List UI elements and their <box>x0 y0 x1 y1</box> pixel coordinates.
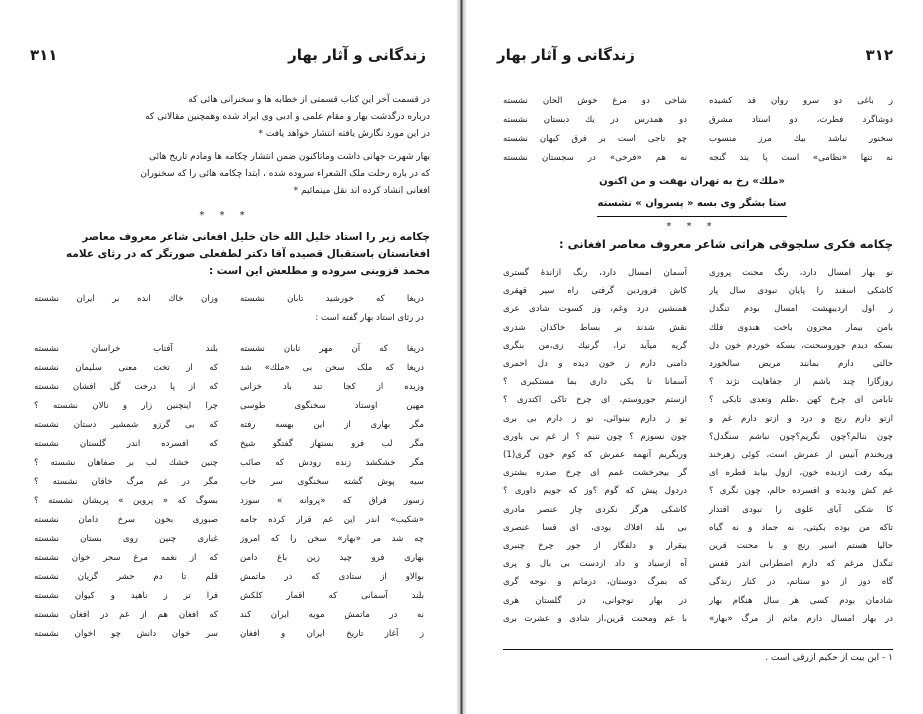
left-page-header <box>30 40 426 70</box>
hemistich: ز باغی دو سرو روان قد کشیده <box>709 96 893 106</box>
left-page <box>0 0 456 714</box>
hemistich: وربگریم آنهمه عمرش که کوم خون گری(1) <box>503 450 687 461</box>
hemistich: غباری چنین روی بستان نشسته <box>34 534 218 544</box>
text-line: که در باره رحلت ملک الشعراء سروده شده ، ابتدا چکامه هائی را که سخنوران <box>140 169 430 179</box>
separator-rule <box>597 216 787 217</box>
intro-paragraph <box>32 92 430 200</box>
hemistich: حالتی دارم بمانند مریض سالخورد <box>709 359 893 370</box>
text-line: چکامه زیر را استاد خلیل الله خان خلیل افغانی شاعر معروف معاصر <box>82 231 430 243</box>
hemistich: بی بلد افلاك بودی، ای قسا عنصری <box>503 522 687 533</box>
hemistich: دریغا که خورشید تابان نشسته <box>240 294 424 304</box>
hemistich: ز آغاز تاریخ ایران و افغان <box>240 629 424 639</box>
hemistich: کاشکی هرگز نکردی چار عنصر مادری <box>503 504 687 515</box>
hemistich: نه تنها «نظامی» است پا بند گنجه <box>709 153 893 163</box>
continued-poem <box>503 92 893 168</box>
section-divider-stars: * * * <box>666 221 718 232</box>
text-line: افغانی انشاد کرده اند نقل مینمائیم * <box>293 186 430 196</box>
hemistich: سیه پوش گشته سخنگوی سر خاب <box>240 477 424 487</box>
hemistich: مهین اوستاد سخنگوی طوسی <box>240 401 424 411</box>
hemistich: کاش فروردین گرفتی راه سیر قهقری <box>503 286 687 297</box>
hemistich: وزان خاك انده بر ایران نشسته <box>34 294 218 304</box>
poem-heading: چکامه فکری سلجوقی هراتی شاعر معروف معاصر افغانی : <box>559 237 893 251</box>
hemistich: بلند آفتاب خراسان نشسته <box>34 344 218 354</box>
hemistich: روزگارا چند باشم از جفاهایت نژند ؟ <box>709 377 893 388</box>
hemistich: که افغان هم از غم در افغان نشسته <box>34 610 218 620</box>
hemistich: بوالاو از ستادی که در ماتمش <box>240 572 424 582</box>
hemistich: صبوری بخون سرخ دامان نشسته <box>34 515 218 525</box>
hemistich: چرا اینچنین زار و نالان نشسته ؟ <box>34 401 218 411</box>
text-line: افغانستان باستقبال قصیده آقا دکتر لطفعلی صورتگر که در رثای علامه <box>65 248 430 260</box>
page-number: ۳۱۲ <box>865 46 893 64</box>
hemistich: دردول پیش که گوم ؟وز که جویم داوری ؟ <box>503 486 687 497</box>
book-gutter <box>456 0 467 714</box>
hemistich: چنین خشك لب بر صفاهان نشسته ؟ <box>34 458 218 468</box>
hemistich: دو همدرس در یك دبستان نشسته <box>503 115 687 125</box>
hemistich: دوشاگرد فطرت، دو استاد مشرق <box>709 115 893 125</box>
hemistich: ازستم جوروستم، ای چرخ تاکی اکتدری ؟ <box>503 395 687 406</box>
hemistich: مگر خشکشد زنده رودش که صائب <box>240 458 424 468</box>
hemistich: کاشکی اسفند را پایان نبودی سال پار <box>709 286 893 297</box>
hemistich: آسمان امسال دارد، رنگ ازاندهٔ گستری <box>503 268 687 278</box>
text-line: در این مورد نگارش یافته انتشار خواهد یافت * <box>258 129 430 139</box>
page-title: زندگانی و آثار بهار <box>497 46 635 64</box>
text-line: درباره درگذشت بهار و مقام علمی و ادبی وی ایراد شده وهمچنین مقالاتی که <box>145 112 430 122</box>
hemistich: شادمان بودم کسی هر سال هنگام بهار <box>709 595 893 606</box>
hemistich: مگر در غم مرگ خاقان نشسته ؟ <box>34 477 218 487</box>
hemistich: فرا تر ز ناهید و کیوان نشسته <box>34 591 218 601</box>
section-divider-stars: * * * <box>199 210 251 221</box>
right-page <box>467 0 923 714</box>
hemistich: مگر بهاری از این بهسه رفته <box>240 420 424 430</box>
elegy-poem <box>34 340 424 644</box>
marsiya-intro: در رثای استاد بهار گفته است : <box>315 313 424 323</box>
hemistich: بیکه رفت ازدیده خون، ازول بیابد قطره ای <box>709 468 893 479</box>
hemistich: مگر لب فرو بستهاز گفتگو شیخ <box>240 439 424 449</box>
hemistich: بیقرار و دلفگار از جور چرخ چنبری <box>503 541 687 552</box>
hemistich: بامن بیمار محزون باخت هندوی فلك <box>709 322 893 333</box>
hemistich: دامنی دارم ز خون دیده و دل احمری <box>503 359 687 370</box>
hemistich: که از تخت معنی سلیمان نشسته <box>34 363 218 373</box>
hemistich: حالیا هستم اسیر رنج و با محنت قرین <box>709 541 893 552</box>
hemistich: «شکیب» اندر این غم قرار کرده جامه <box>240 515 424 525</box>
hemistich: تاکه من بوده بکیتی، نه جماد و نه گیاه <box>709 522 893 533</box>
hemistich: با غم ومحنت قرین،از شادی و عشرت بری <box>503 613 687 624</box>
hemistich: دریغا که ملک سخن بی «ملك» شد <box>240 363 424 373</box>
hemistich: که افسرده اندر گلستان نشسته <box>34 439 218 449</box>
hemistich: وزیده از کجا تند باد خزانی <box>240 382 424 392</box>
footnote: ۱ - این بیت از حکیم ازرقی است . <box>765 653 893 663</box>
hemistich: کا شکی آبای علوی را نبودی اقتدار <box>709 504 893 515</box>
hemistich: وربخندم آنیس از عمرش است، کوئی زهرخند <box>709 450 893 461</box>
hemistich: که بمرگ دوستان، درماتم و نوحه گری <box>503 577 687 588</box>
hemistich: بهاری فرو چید زین باغ دامن <box>240 553 424 563</box>
page-title: زندگانی و آثار بهار <box>288 46 426 64</box>
hemistich: گاه دوز از دو ستانم، در کنار زندگی <box>709 577 893 588</box>
hemistich: که از پا درخت گل افشان نشسته <box>34 382 218 392</box>
hemistich: تنگدل مرغم که دارم اضطرابی اندر قفس <box>709 559 893 570</box>
hemistich: سر خوان دانش چو اخوان نشسته <box>34 629 218 639</box>
hemistich: دریغا که آن مهر تابان نشسته <box>240 344 424 354</box>
hemistich: چه شد مر «بهار» سخن را که امروز <box>240 534 424 544</box>
hemistich: گر بیجرخشت غمم ای چرخ صدره بشتری <box>503 468 687 479</box>
text-line: محمد قزوینی سروده و مطلعش این است : <box>208 265 430 277</box>
hemistich: غم کش ودیده و افسرده حالم، چون نگری ؟ <box>709 486 893 497</box>
right-page-header <box>497 40 893 70</box>
hemistich: بسوگ که « پروین » پریشان نشسته ؟ <box>34 496 218 506</box>
hemistich: چو تاجی است بر فرق کیهان نشسته <box>503 134 687 144</box>
matla-verse <box>34 290 424 328</box>
hemistich: شاخی دو مرغ خوش الحان نشسته <box>503 96 687 106</box>
closing-verse-line: ستا بشگر وی بسه « پسروان » نشسته <box>597 198 787 209</box>
hemistich: نو بهار امسال دارد، رنگ محنت پروری <box>709 268 893 278</box>
hemistich: چون نسوزم ؟ چون ننیم ؟ از غم بی یاوری <box>503 431 687 442</box>
hemistich: در بهار نوجوانی، در گلستان هری <box>503 595 687 606</box>
footnote-rule <box>503 649 893 650</box>
hemistich: گریه میآید ترا، گرنیك زی،من بنگری <box>503 340 687 351</box>
poem-intro-paragraph <box>32 229 430 280</box>
hemistich: سخنور نباشد بیك مرز منسوب <box>709 134 893 144</box>
hemistich: تو ز دارم بینوائی، تو ز دارم بی بری <box>503 413 687 424</box>
hemistich: نقش شدند بر بساط خاکدان شدری <box>503 322 687 333</box>
hemistich: آسمانا تا بکی داری بما مستکبری ؟ <box>503 377 687 388</box>
text-line: بهار شهرت جهانی داشت وماتاکنون ضمن انتشار چکامه ها ومادم تاریخ هائی <box>149 152 430 162</box>
hemistich: نه در ماتمش مویه ایران کند <box>240 610 424 620</box>
hemistich: تابامن ای چرخ کهن ،ظلم وتعدی تابکی ؟ <box>709 395 893 406</box>
hemistich: که بی گرزو شمشیر دستان نشسته <box>34 420 218 430</box>
closing-verse-line: «ملك» رخ به تهران نهفت و من اکنون <box>599 176 785 187</box>
hemistich: آه ازسیاد و داد ازدست بی بال و پری <box>503 559 687 570</box>
fekri-poem <box>503 264 893 628</box>
hemistich: همنشین درد وغم، وز کسوت شادی عری <box>503 304 687 315</box>
text-line: در قسمت آخر این کتاب قسمتی از خطابه ها و سخنرانی هائی که <box>188 95 430 105</box>
hemistich: ازتو دارم رنج و درد و ازتو دارم غم و <box>709 413 893 424</box>
hemistich: قلم تا دم حشر گریان نشسته <box>34 572 218 582</box>
hemistich: که از نغمه مرغ سحر خوان نشسته <box>34 553 218 563</box>
hemistich: در بهار امسال دارم ماتم از مرگ «بهار» <box>709 613 893 624</box>
hemistich: زسوز فراق که «پروانه » سوزد <box>240 496 424 506</box>
page-number: ۳۱۱ <box>30 46 58 64</box>
hemistich: ز اول اردیبهشت امسال بودم تنگدل <box>709 304 893 315</box>
hemistich: بلند آسمانی که اقمار کلکش <box>240 591 424 601</box>
hemistich: چون ننالم؟چون نگریم؟چون نباشم سنگدل؟ <box>709 431 893 442</box>
hemistich: نه هم «فرخی» در سجستان نشسته <box>503 153 687 163</box>
hemistich: بسکه دیدم جوروسحنت، بسکه خوردم خون دل <box>709 340 893 351</box>
